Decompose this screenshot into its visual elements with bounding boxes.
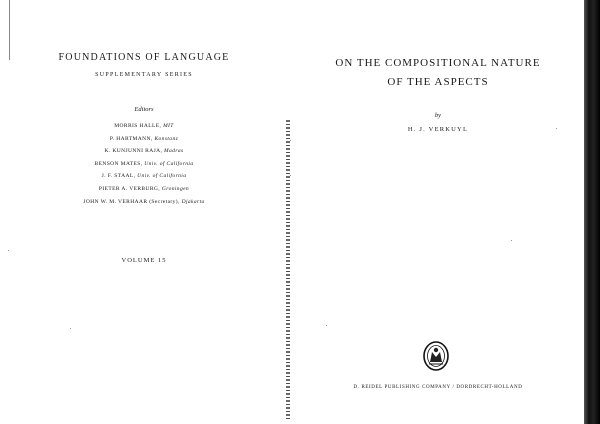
scan-speck [511, 240, 512, 241]
editor-name: K. KUNJUNNI RAJA, [104, 148, 163, 155]
by-label: by [434, 112, 442, 119]
editor-name: P. HARTMANN, [109, 135, 153, 142]
author-name: H. J. VERKUYL [407, 126, 469, 133]
editor-affiliation: Konstanz [154, 135, 179, 142]
left-page [0, 0, 288, 424]
editors-label: Editors [134, 106, 154, 113]
editor-name: BENSON MATES, [94, 160, 143, 167]
scan-speck [290, 175, 291, 176]
volume-number: VOLUME 15 [121, 257, 167, 264]
book-title [292, 54, 584, 92]
editor-entry [0, 196, 288, 209]
editor-entry [0, 145, 288, 158]
publisher-imprint: D. REIDEL PUBLISHING COMPANY / DORDRECHT-HOLLAND [353, 385, 523, 390]
book-title-line: ON THE COMPOSITIONAL NATURE [335, 57, 541, 69]
editor-name: MORRIS HALLE, [114, 123, 162, 129]
book-title-line: OF THE ASPECTS [387, 76, 489, 88]
editor-affiliation: Univ. of California [137, 173, 187, 180]
editor-affiliation: Madras [164, 148, 184, 155]
editor-name: J. F. STAAL, [101, 173, 136, 180]
editor-entry [0, 133, 288, 146]
scan-speck [290, 140, 291, 141]
publisher-logo-icon [421, 340, 451, 372]
series-title: FOUNDATIONS OF LANGUAGE [58, 52, 230, 63]
editor-entry [0, 158, 288, 171]
editor-affiliation: Djakarta [181, 198, 205, 205]
editor-affiliation: Groningen [161, 185, 190, 192]
scan-speck [326, 325, 327, 326]
right-page [292, 0, 584, 424]
editor-entry [0, 120, 288, 133]
editor-name: JOHN W. M. VERHAAR (Secretary), [83, 198, 180, 205]
editors-list [0, 120, 288, 208]
scan-speck [70, 328, 71, 329]
editor-affiliation: Univ. of California [144, 160, 194, 167]
series-subtitle: SUPPLEMENTARY SERIES [95, 72, 193, 78]
editor-entry [0, 183, 288, 196]
editor-affiliation: MIT [163, 123, 174, 129]
editor-name: PIETER A. VERBURG, [98, 185, 161, 192]
editor-entry [0, 170, 288, 183]
scan-speck [556, 128, 557, 129]
book-gutter [286, 120, 290, 420]
page-edge-right [584, 0, 600, 424]
scan-speck [8, 250, 9, 251]
